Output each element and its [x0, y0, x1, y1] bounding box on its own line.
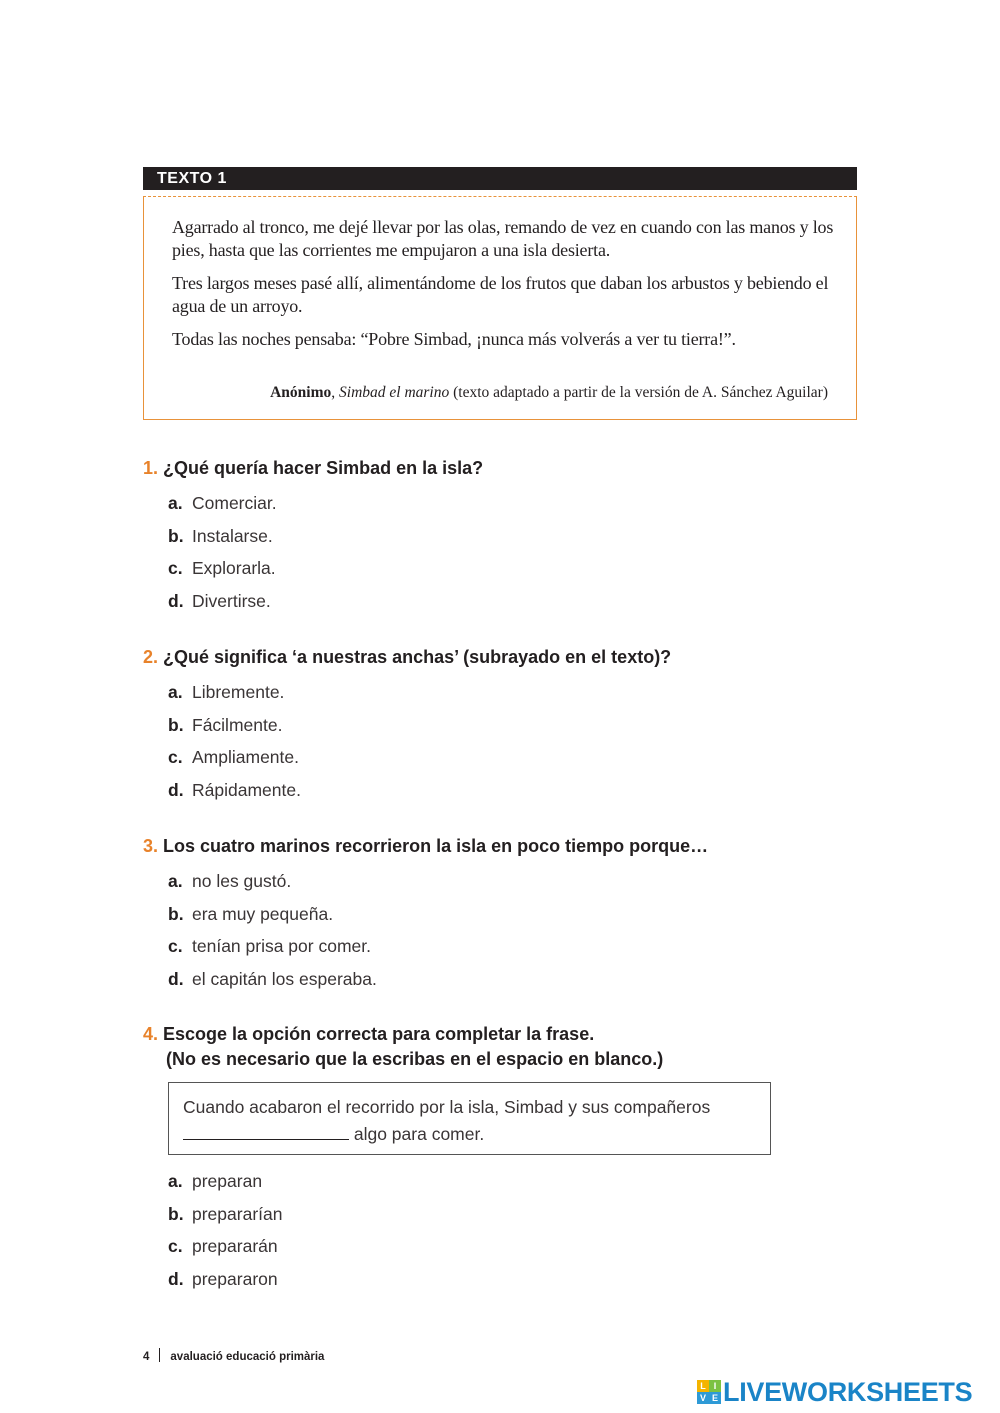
option-letter: a.	[168, 682, 183, 702]
logo-letter: V	[697, 1392, 709, 1404]
option-letter: b.	[168, 903, 184, 924]
option-letter: d.	[168, 779, 184, 800]
option-text: tenían prisa por comer.	[192, 936, 371, 956]
answer-option-d[interactable]	[168, 1263, 857, 1296]
answer-option-c[interactable]	[168, 552, 857, 585]
question-title	[143, 645, 857, 670]
question-number: 2.	[143, 647, 159, 667]
answer-option-d[interactable]	[168, 774, 857, 807]
option-text: Explorarla.	[192, 558, 276, 578]
logo-letter: E	[709, 1392, 721, 1404]
passage-attribution	[270, 384, 828, 402]
option-letter: c.	[168, 747, 183, 767]
attribution-comma: ,	[331, 384, 340, 401]
question-instruction: (No es necesario que la escribas en el espacio en blanco.)	[166, 1049, 664, 1069]
option-text: prepararían	[192, 1203, 283, 1224]
option-letter: b.	[168, 714, 184, 735]
answer-option-a[interactable]	[168, 1165, 857, 1198]
passage-paragraph: Todas las noches pensaba: “Pobre Simbad, ¡nunca más volverás a ver tu tierra!”.	[172, 329, 736, 349]
option-text: Fácilmente.	[192, 714, 283, 735]
answer-option-c[interactable]	[168, 930, 857, 963]
liveworksheets-watermark	[697, 1376, 973, 1407]
passage-paragraph: Tres largos meses pasé allí, alimentándome de los frutos que daban los arbustos y bebiendo el agua de un arroyo.	[172, 273, 829, 316]
section-title: TEXTO 1	[157, 170, 227, 187]
option-letter: b.	[168, 525, 184, 546]
passage-paragraph: Agarrado al tronco, me dejé llevar por las olas, remando de vez en cuando con las manos y los pies, hasta que las corrientes me empujaron a una isla desierta.	[172, 217, 834, 260]
option-text: preparan	[192, 1171, 263, 1191]
answer-options	[168, 676, 857, 806]
liveworksheets-logo-icon	[697, 1380, 721, 1404]
logo-letter: I	[709, 1380, 721, 1392]
option-letter: b.	[168, 1203, 184, 1224]
page-footer	[143, 1348, 324, 1363]
answer-option-d[interactable]	[168, 963, 857, 996]
question-3	[143, 834, 857, 995]
question-title	[143, 456, 857, 481]
question-text: ¿Qué significa ‘a nuestras anchas’ (subrayado en el texto)?	[163, 647, 672, 667]
option-text: no les gustó.	[192, 871, 292, 891]
option-letter: d.	[168, 590, 184, 611]
answer-option-d[interactable]	[168, 585, 857, 618]
blank-space	[183, 1121, 349, 1140]
sentence-part-2: algo para comer.	[349, 1124, 485, 1144]
option-text: prepararon	[192, 1268, 278, 1289]
answer-option-b[interactable]	[168, 1198, 857, 1231]
reading-passage	[143, 196, 857, 420]
option-text: Ampliamente.	[192, 747, 299, 767]
question-title	[143, 834, 857, 859]
answer-option-c[interactable]	[168, 1230, 857, 1263]
option-letter: a.	[168, 1171, 183, 1191]
source-note: (texto adaptado a partir de la versión de A. Sánchez Aguilar)	[449, 384, 828, 401]
footer-label: avaluació educació primària	[170, 1351, 325, 1363]
option-text: Rápidamente.	[192, 779, 301, 800]
option-text: era muy pequeña.	[192, 903, 334, 924]
answer-option-a[interactable]	[168, 865, 857, 898]
watermark-text: LIVEWORKSHEETS	[723, 1376, 973, 1407]
option-letter: c.	[168, 558, 183, 578]
answer-option-c[interactable]	[168, 741, 857, 774]
answer-option-a[interactable]	[168, 487, 857, 520]
option-letter: d.	[168, 968, 184, 989]
option-letter: c.	[168, 1236, 183, 1256]
answer-option-b[interactable]	[168, 898, 857, 931]
option-text: el capitán los esperaba.	[192, 968, 377, 989]
section-header	[143, 167, 857, 190]
answer-option-b[interactable]	[168, 709, 857, 742]
sentence-part-1: Cuando acabaron el recorrido por la isla, Simbad y sus compañeros	[183, 1097, 711, 1117]
option-text: prepararán	[192, 1236, 278, 1256]
answer-options	[168, 1165, 857, 1295]
answer-options	[168, 865, 857, 995]
answer-option-b[interactable]	[168, 520, 857, 553]
footer-divider	[159, 1348, 160, 1362]
option-letter: d.	[168, 1268, 184, 1289]
question-text: Los cuatro marinos recorrieron la isla en poco tiempo porque…	[163, 836, 709, 856]
question-2	[143, 645, 857, 806]
question-number: 1.	[143, 458, 159, 478]
page-number: 4	[143, 1351, 150, 1363]
sentence-box	[168, 1082, 771, 1155]
option-text: Comerciar.	[192, 493, 277, 513]
question-title	[143, 1022, 857, 1072]
question-text: ¿Qué quería hacer Simbad en la isla?	[163, 458, 484, 478]
answer-option-a[interactable]	[168, 676, 857, 709]
work-title: Simbad el marino	[339, 384, 450, 401]
option-letter: c.	[168, 936, 183, 956]
option-text: Divertirse.	[192, 590, 271, 611]
question-number: 4.	[143, 1024, 159, 1044]
author: Anónimo	[270, 384, 332, 401]
question-1	[143, 456, 857, 617]
logo-letter: L	[697, 1380, 709, 1392]
question-text: Escoge la opción correcta para completar la frase.	[163, 1024, 595, 1044]
answer-options	[168, 487, 857, 617]
option-text: Instalarse.	[192, 525, 273, 546]
option-letter: a.	[168, 493, 183, 513]
question-number: 3.	[143, 836, 159, 856]
option-text: Libremente.	[192, 682, 285, 702]
option-letter: a.	[168, 871, 183, 891]
question-4	[143, 1022, 857, 1295]
